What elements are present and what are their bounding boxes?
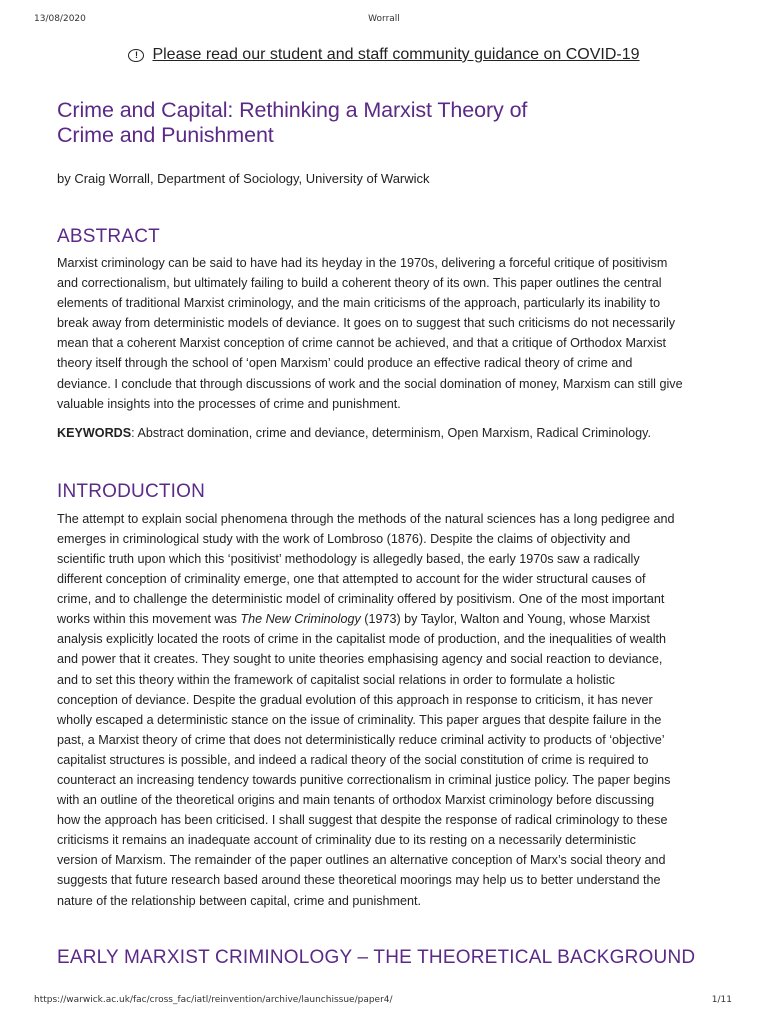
abstract-line: deviance. I conclude that through discussions of work and the social domination of money, Marxism can still give — [57, 376, 683, 391]
print-title: Worrall — [368, 14, 400, 24]
intro-line: and power that it creates. They sought to unite theories emphasising agency and social reaction to deviance, — [57, 652, 663, 667]
abstract-paragraph — [57, 253, 713, 414]
intro-line: crime, and to challenge the deterministic model of criminality offered by positivism. One of the most important — [57, 592, 665, 607]
intro-line: with an outline of the theoretical origins and main tenants of orthodox Marxist criminology before discussing — [57, 793, 655, 808]
print-footer — [0, 995, 768, 1007]
print-date: 13/08/2020 — [34, 14, 86, 24]
intro-line: wholly escaped a deterministic stance on the issue of criminality. This paper argues that despite failure in the — [57, 712, 662, 727]
speech-bubble-alert-icon: ! — [128, 49, 144, 62]
intro-line: past, a Marxist theory of crime that does not deterministically reduce criminal activity to products of ‘objective’ — [57, 732, 665, 747]
intro-line: emerges in criminological study with the work of Lombroso (1876). Despite the claims of objectivity and — [57, 531, 631, 546]
abstract-line: elements of traditional Marxist criminology, and the main criticisms of the approach, particularly its inability to — [57, 296, 661, 311]
intro-line: and to set this theory within the framework of capitalist social relations in order to formulate a holistic — [57, 672, 615, 687]
page-title — [57, 98, 713, 148]
intro-line: suggests that future research based around these theoretical moorings may help us to better understand the — [57, 873, 661, 888]
intro-line: version of Marxism. The remainder of the paper outlines an alternative conception of Marx’s social theory and — [57, 853, 666, 868]
intro-line-post: (1973) by Taylor, Walton and Young, whose Marxist — [360, 612, 650, 627]
article — [57, 98, 713, 969]
intro-line: scientific truth upon which this ‘positivist’ methodology is allegedly based, the early 1970s saw a radically — [57, 551, 640, 566]
intro-line: criticisms it remains an inadequate account of criminality due to its resting on a necessarily deterministic — [57, 833, 636, 848]
abstract-line: Marxist criminology can be said to have had its heyday in the 1970s, delivering a forceful critique of positivism — [57, 256, 668, 270]
abstract-line: theory itself through the school of ‘open Marxism’ could produce an effective radical theory of crime and — [57, 356, 633, 371]
early-marxist-heading: EARLY MARXIST CRIMINOLOGY – THE THEORETICAL BACKGROUND — [57, 946, 696, 968]
intro-line: conception of deviance. Despite the gradual evolution of this approach in response to criticism, it has never — [57, 692, 653, 707]
author-byline: by Craig Worrall, Department of Sociology, University of Warwick — [57, 171, 430, 186]
book-title: The New Criminology — [240, 612, 361, 627]
page-number: 1/11 — [711, 995, 732, 1005]
page-url: https://warwick.ac.uk/fac/cross_fac/iatl/reinvention/archive/launchissue/paper4/ — [34, 995, 393, 1005]
covid-guidance-link[interactable]: Please read our student and staff community guidance on COVID-19 — [152, 46, 640, 63]
print-header — [0, 14, 768, 26]
intro-line: nature of the relationship between capital, crime and punishment. — [57, 893, 422, 908]
introduction-paragraph — [57, 509, 713, 911]
intro-line: how the approach has been criticised. I shall suggest that despite the response of radical criminology to these — [57, 813, 668, 828]
title-line-1: Crime and Capital: Rethinking a Marxist Theory of — [57, 98, 528, 122]
abstract-line: valuable insights into the processes of crime and punishment. — [57, 396, 401, 411]
intro-line: analysis explicitly located the roots of crime in the capitalist mode of production, and the inequalities of wealth — [57, 632, 667, 647]
covid-notice — [0, 46, 768, 64]
abstract-heading: ABSTRACT — [57, 226, 160, 247]
intro-line: different conception of criminality emerge, one that attempted to account for the wider structural causes of — [57, 572, 646, 587]
abstract-line: mean that a coherent Marxist conception of crime cannot be achieved, and that a critique of Orthodox Marxist — [57, 336, 667, 351]
introduction-heading: INTRODUCTION — [57, 480, 206, 502]
title-line-2: Crime and Punishment — [57, 123, 274, 147]
abstract-line: and correctionalism, but ultimately failing to build a coherent theory of its own. This paper outlines the central — [57, 276, 662, 291]
intro-line: counteract an increasing tendency towards punitive correctionalism in criminal justice policy. The paper begins — [57, 772, 671, 787]
intro-line: capitalist structures is possible, and indeed a radical theory of the social constitution of crime is required to — [57, 752, 649, 767]
intro-line: The attempt to explain social phenomena through the methods of the natural sciences has a long pedigree and — [57, 511, 675, 526]
keywords — [57, 423, 713, 443]
abstract-line: break away from deterministic models of deviance. It goes on to suggest that such criticisms do not necessarily — [57, 316, 676, 331]
intro-line-pre: works within this movement was — [57, 612, 241, 627]
keywords-text: : Abstract domination, crime and deviance, determinism, Open Marxism, Radical Criminology. — [131, 425, 651, 440]
keywords-label: KEYWORDS — [57, 425, 132, 440]
